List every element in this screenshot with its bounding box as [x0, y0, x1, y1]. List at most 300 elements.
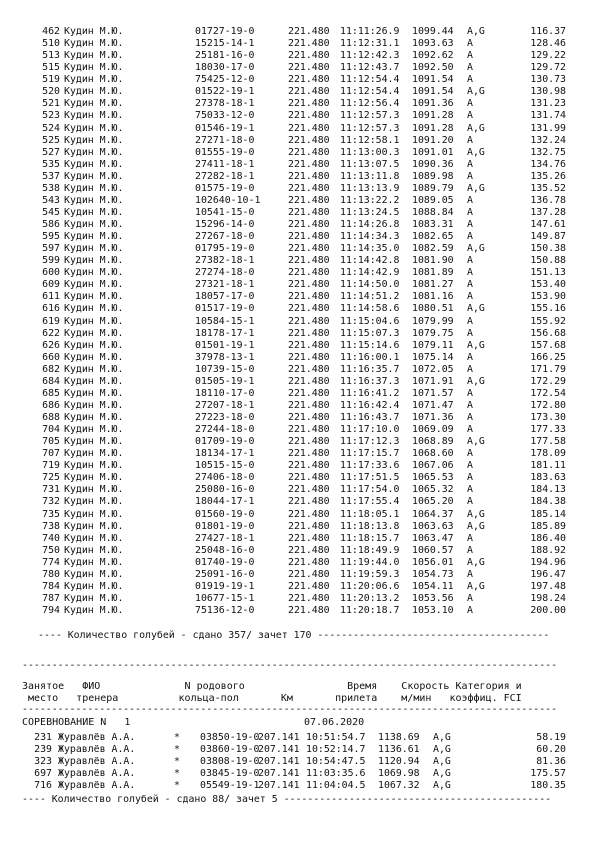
table-row: [0, 303, 600, 315]
cell-km: 221.480: [288, 158, 330, 170]
cell-speed: 1091.01: [412, 146, 454, 158]
cell-mark: A,G: [433, 744, 451, 756]
cell-km: 221.480: [288, 26, 330, 37]
cell-place: 735: [42, 508, 60, 520]
cell-speed: 1054.73: [412, 568, 454, 580]
cell-time: 11:14:58.6: [340, 303, 400, 315]
cell-time: 11:13:07.5: [340, 158, 400, 170]
cell-time: 11:17:51.5: [340, 472, 400, 484]
cell-km: 221.480: [288, 484, 330, 496]
cell-speed: 1082.65: [412, 231, 454, 243]
cell-speed: 1067.06: [412, 460, 454, 472]
cell-place: 513: [42, 50, 60, 62]
cell-mark: A: [467, 279, 473, 291]
cell-name: Кудин М.Ю.: [64, 74, 124, 86]
cell-time: 11:14:42.9: [340, 267, 400, 279]
cell-coef: 185.89: [530, 520, 566, 532]
cell-place: 716: [34, 780, 52, 792]
cell-time: 11:16:42.4: [340, 399, 400, 411]
cell-coef: 166.25: [530, 351, 566, 363]
cell-name: Кудин М.Ю.: [64, 110, 124, 122]
cell-speed: 1081.16: [412, 291, 454, 303]
cell-coef: 185.14: [530, 508, 566, 520]
table-row: [0, 171, 600, 183]
cell-time: 11:11:26.9: [340, 26, 400, 37]
cell-name: Кудин М.Ю.: [64, 158, 124, 170]
cell-mark: A: [467, 267, 473, 279]
cell-ring: 75033-12-0: [195, 110, 255, 122]
cell-coef: 172.54: [530, 387, 566, 399]
cell-mark: A: [467, 544, 473, 556]
table-row: [0, 123, 600, 135]
cell-speed: 1091.20: [412, 134, 454, 146]
cell-time: 11:15:07.3: [340, 327, 400, 339]
cell-place: 616: [42, 303, 60, 315]
table-row: [0, 436, 600, 448]
cell-place: 626: [42, 339, 60, 351]
cell-mark: A: [467, 194, 473, 206]
cell-coef: 171.79: [530, 363, 566, 375]
cell-mark: A: [467, 62, 473, 74]
cell-time: 11:17:15.7: [340, 448, 400, 460]
cell-place: 787: [42, 592, 60, 604]
cell-coef: 137.28: [530, 206, 566, 218]
cell-star: *: [174, 780, 180, 792]
cell-mark: A,G: [467, 339, 485, 351]
cell-time: 11:12:42.3: [340, 50, 400, 62]
cell-mark: A: [467, 472, 473, 484]
cell-km: 221.480: [288, 520, 330, 532]
table-row: [0, 147, 600, 159]
cell-speed: 1072.05: [412, 363, 454, 375]
cell-mark: A: [467, 532, 473, 544]
cell-ring: 27223-18-0: [195, 412, 255, 423]
cell-place: 622: [42, 327, 60, 339]
cell-name: Кудин М.Ю.: [64, 303, 124, 315]
results-table-kudin: [0, 26, 600, 617]
cell-place: 611: [42, 291, 60, 303]
cell-time: 11:14:51.2: [340, 291, 400, 303]
cell-time: 11:14:34.3: [340, 231, 400, 243]
cell-time: 11:18:13.8: [340, 520, 400, 532]
cell-mark: A: [467, 568, 473, 580]
cell-coef: 183.63: [530, 472, 566, 484]
cell-coef: 132.24: [530, 134, 566, 146]
cell-ring: 01560-19-0: [195, 508, 255, 520]
cell-km: 221.480: [288, 86, 330, 98]
cell-coef: 181.11: [530, 460, 566, 472]
cell-ring: 27427-18-1: [195, 532, 255, 544]
cell-place: 704: [42, 424, 60, 436]
table-row: [0, 219, 600, 231]
cell-speed: 1081.90: [412, 255, 454, 267]
table-row: [0, 38, 600, 50]
cell-name: Кудин М.Ю.: [64, 592, 124, 604]
cell-mark: A,G: [467, 182, 485, 194]
cell-name: Кудин М.Ю.: [64, 568, 124, 580]
cell-km: 221.480: [288, 291, 330, 303]
cell-ring: 01709-19-0: [195, 436, 255, 448]
cell-km: 221.480: [288, 339, 330, 351]
cell-km: 221.480: [288, 448, 330, 460]
cell-mark: A: [467, 484, 473, 496]
cell-place: 527: [42, 146, 60, 158]
cell-time: 11:16:37.3: [340, 375, 400, 387]
cell-speed: 1136.61: [378, 744, 420, 756]
cell-speed: 1099.44: [412, 26, 454, 37]
cell-place: 725: [42, 472, 60, 484]
cell-mark: A: [467, 327, 473, 339]
cell-name: Кудин М.Ю.: [64, 532, 124, 544]
cell-coef: 129.72: [530, 62, 566, 74]
cell-speed: 1091.36: [412, 98, 454, 110]
cell-time: 11:16:00.1: [340, 351, 400, 363]
table-row: [0, 581, 600, 593]
cell-speed: 1079.11: [412, 339, 454, 351]
cell-place: 685: [42, 387, 60, 399]
cell-time: 11:12:57.3: [340, 122, 400, 134]
cell-ring: 03808-19-0: [200, 756, 260, 768]
cell-mark: A: [467, 412, 473, 423]
table-row: [0, 135, 600, 147]
cell-speed: 1054.11: [412, 580, 454, 592]
cell-time: 11:17:55.4: [340, 496, 400, 508]
cell-place: 774: [42, 556, 60, 568]
cell-speed: 1081.89: [412, 267, 454, 279]
cell-place: 738: [42, 520, 60, 532]
cell-speed: 1063.63: [412, 520, 454, 532]
cell-km: 207.141: [258, 780, 300, 792]
cell-time: 11:19:44.0: [340, 556, 400, 568]
cell-speed: 1089.05: [412, 194, 454, 206]
cell-time: 11:14:50.0: [340, 279, 400, 291]
cell-mark: A: [467, 158, 473, 170]
cell-km: 207.141: [258, 744, 300, 756]
cell-name: Кудин М.Ю.: [64, 520, 124, 532]
cell-speed: 1081.27: [412, 279, 454, 291]
cell-place: 705: [42, 436, 60, 448]
cell-ring: 03850-19-0: [200, 732, 260, 743]
cell-mark: A: [467, 592, 473, 604]
cell-ring: 01546-19-1: [195, 122, 255, 134]
cell-speed: 1079.75: [412, 327, 454, 339]
cell-coef: 184.38: [530, 496, 566, 508]
cell-time: 11:19:59.3: [340, 568, 400, 580]
cell-km: 221.480: [288, 279, 330, 291]
cell-km: 221.480: [288, 303, 330, 315]
cell-ring: 27378-18-1: [195, 98, 255, 110]
cell-name: Кудин М.Ю.: [64, 206, 124, 218]
cell-place: 597: [42, 243, 60, 255]
cell-name: Кудин М.Ю.: [64, 327, 124, 339]
cell-speed: 1093.63: [412, 38, 454, 50]
column-header-line-1: Занятое ФИО N родового Время Скорость Категория и: [22, 681, 522, 692]
cell-place: 524: [42, 122, 60, 134]
cell-ring: 27274-18-0: [195, 267, 255, 279]
table-row: [0, 86, 600, 98]
cell-mark: A: [467, 38, 473, 50]
cell-coef: 196.47: [530, 568, 566, 580]
table-row: [0, 267, 600, 279]
table-row: [0, 388, 600, 400]
cell-speed: 1063.47: [412, 532, 454, 544]
cell-place: 707: [42, 448, 60, 460]
cell-mark: A: [467, 219, 473, 230]
cell-coef: 184.13: [530, 484, 566, 496]
cell-name: Кудин М.Ю.: [64, 436, 124, 448]
summary-line-kudin: ---- Количество голубей - сдано 357/ зачет 170 ---------------------------------------: [38, 630, 550, 641]
cell-speed: 1089.98: [412, 170, 454, 182]
cell-speed: 1091.28: [412, 122, 454, 134]
cell-name: Кудин М.Ю.: [64, 62, 124, 74]
cell-km: 221.480: [288, 219, 330, 230]
cell-ring: 37978-13-1: [195, 351, 255, 363]
cell-place: 462: [42, 26, 60, 37]
cell-speed: 1065.53: [412, 472, 454, 484]
cell-ring: 01555-19-0: [195, 146, 255, 158]
cell-mark: A,G: [467, 303, 485, 315]
cell-km: 221.480: [288, 98, 330, 110]
cell-speed: 1071.57: [412, 387, 454, 399]
table-row: [0, 569, 600, 581]
cell-speed: 1092.62: [412, 50, 454, 62]
cell-km: 221.480: [288, 38, 330, 50]
cell-speed: 1065.32: [412, 484, 454, 496]
cell-speed: 1064.37: [412, 508, 454, 520]
cell-place: 586: [42, 219, 60, 230]
table-row: [0, 424, 600, 436]
cell-mark: A: [467, 424, 473, 436]
cell-place: 731: [42, 484, 60, 496]
cell-place: 780: [42, 568, 60, 580]
cell-name: Кудин М.Ю.: [64, 484, 124, 496]
cell-place: 697: [34, 768, 52, 780]
cell-time: 11:20:06.6: [340, 580, 400, 592]
cell-name: Кудин М.Ю.: [64, 363, 124, 375]
cell-star: *: [174, 768, 180, 780]
cell-ring: 18057-17-0: [195, 291, 255, 303]
cell-km: 221.480: [288, 194, 330, 206]
cell-name: Кудин М.Ю.: [64, 243, 124, 255]
cell-km: 221.480: [288, 363, 330, 375]
cell-name: Кудин М.Ю.: [64, 26, 124, 37]
cell-ring: 27271-18-0: [195, 134, 255, 146]
cell-name: Кудин М.Ю.: [64, 170, 124, 182]
cell-time: 11:14:35.0: [340, 243, 400, 255]
cell-ring: 01740-19-0: [195, 556, 255, 568]
summary-line-zhuravlev: ---- Количество голубей - сдано 88/ зачет 5 ---------------------------------------------: [22, 794, 552, 805]
cell-place: 682: [42, 363, 60, 375]
cell-ring: 01505-19-1: [195, 375, 255, 387]
cell-coef: 155.92: [530, 315, 566, 327]
cell-ring: 27267-18-0: [195, 231, 255, 243]
cell-km: 221.480: [288, 556, 330, 568]
cell-speed: 1075.14: [412, 351, 454, 363]
column-header-line-2: место тренера кольца-пол Км прилета м/мин коэффиц. FCI: [22, 693, 522, 704]
cell-speed: 1079.99: [412, 315, 454, 327]
cell-mark: A,G: [467, 580, 485, 592]
cell-name: Кудин М.Ю.: [64, 544, 124, 556]
table-row: [0, 50, 600, 62]
table-row: [0, 744, 600, 756]
cell-coef: 172.80: [530, 399, 566, 411]
table-row: [0, 316, 600, 328]
cell-speed: 1138.69: [378, 732, 420, 743]
cell-ring: 10584-15-1: [195, 315, 255, 327]
cell-name: Кудин М.Ю.: [64, 134, 124, 146]
cell-name: Кудин М.Ю.: [64, 86, 124, 98]
cell-km: 221.480: [288, 496, 330, 508]
cell-mark: A,G: [467, 375, 485, 387]
cell-mark: A,G: [467, 122, 485, 134]
cell-coef: 186.40: [530, 532, 566, 544]
cell-place: 784: [42, 580, 60, 592]
cell-km: 221.480: [288, 255, 330, 267]
results-table-zhuravlev: [0, 732, 600, 792]
cell-place: 510: [42, 38, 60, 50]
cell-km: 221.480: [288, 436, 330, 448]
cell-name: Кудин М.Ю.: [64, 291, 124, 303]
cell-time: 11:14:26.8: [340, 219, 400, 230]
cell-km: 221.480: [288, 508, 330, 520]
cell-km: 221.480: [288, 375, 330, 387]
cell-km: 221.480: [288, 568, 330, 580]
cell-speed: 1053.10: [412, 605, 454, 616]
cell-ring: 01522-19-1: [195, 86, 255, 98]
table-row: [0, 780, 600, 792]
cell-km: 221.480: [288, 387, 330, 399]
competition-title: СОРЕВНОВАНИЕ N 1: [22, 717, 131, 728]
cell-coef: 149.87: [530, 231, 566, 243]
table-row: [0, 26, 600, 38]
cell-place: 619: [42, 315, 60, 327]
cell-ring: 01801-19-0: [195, 520, 255, 532]
cell-coef: 134.76: [530, 158, 566, 170]
cell-ring: 18044-17-1: [195, 496, 255, 508]
cell-speed: 1091.54: [412, 86, 454, 98]
table-row: [0, 400, 600, 412]
table-row: [0, 484, 600, 496]
cell-km: 221.480: [288, 544, 330, 556]
cell-place: 719: [42, 460, 60, 472]
cell-km: 221.480: [288, 412, 330, 423]
cell-speed: 1089.79: [412, 182, 454, 194]
cell-km: 221.480: [288, 351, 330, 363]
cell-mark: A: [467, 448, 473, 460]
cell-time: 11:20:13.2: [340, 592, 400, 604]
cell-coef: 116.37: [530, 26, 566, 37]
cell-place: 750: [42, 544, 60, 556]
cell-place: 515: [42, 62, 60, 74]
cell-km: 221.480: [288, 243, 330, 255]
cell-mark: A: [467, 170, 473, 182]
cell-place: 740: [42, 532, 60, 544]
cell-name: Кудин М.Ю.: [64, 279, 124, 291]
cell-time: 11:17:12.3: [340, 436, 400, 448]
cell-name: Кудин М.Ю.: [64, 448, 124, 460]
cell-name: Кудин М.Ю.: [64, 231, 124, 243]
cell-name: Кудин М.Ю.: [64, 375, 124, 387]
cell-km: 221.480: [288, 592, 330, 604]
cell-ring: 01727-19-0: [195, 26, 255, 37]
cell-km: 221.480: [288, 231, 330, 243]
cell-star: *: [174, 744, 180, 756]
cell-speed: 1065.20: [412, 496, 454, 508]
cell-ring: 25080-16-0: [195, 484, 255, 496]
table-row: [0, 110, 600, 122]
cell-name: Кудин М.Ю.: [64, 339, 124, 351]
cell-time: 11:12:57.3: [340, 110, 400, 122]
cell-ring: 27406-18-0: [195, 472, 255, 484]
cell-time: 11:15:04.6: [340, 315, 400, 327]
cell-km: 221.480: [288, 146, 330, 158]
cell-time: 11:17:33.6: [340, 460, 400, 472]
cell-mark: A,G: [467, 436, 485, 448]
cell-time: 11:12:56.4: [340, 98, 400, 110]
cell-km: 221.480: [288, 170, 330, 182]
cell-km: 207.141: [258, 756, 300, 768]
cell-ring: 75425-12-0: [195, 74, 255, 86]
cell-mark: A,G: [467, 556, 485, 568]
cell-name: Кудин М.Ю.: [64, 387, 124, 399]
cell-speed: 1056.01: [412, 556, 454, 568]
cell-name: Кудин М.Ю.: [64, 460, 124, 472]
cell-ring: 27244-18-0: [195, 424, 255, 436]
cell-ring: 27282-18-1: [195, 170, 255, 182]
cell-mark: A,G: [467, 26, 485, 37]
cell-coef: 129.22: [530, 50, 566, 62]
cell-coef: 178.09: [530, 448, 566, 460]
cell-time: 11:18:05.1: [340, 508, 400, 520]
cell-time: 11:12:54.4: [340, 74, 400, 86]
competition-date: 07.06.2020: [304, 717, 365, 728]
cell-speed: 1090.36: [412, 158, 454, 170]
cell-time: 11:03:35.6: [306, 768, 366, 780]
table-row: [0, 472, 600, 484]
cell-mark: A: [467, 50, 473, 62]
cell-name: Журавлёв А.А.: [58, 768, 136, 780]
cell-mark: A: [467, 363, 473, 375]
cell-name: Кудин М.Ю.: [64, 412, 124, 423]
cell-coef: 130.73: [530, 74, 566, 86]
cell-km: 221.480: [288, 122, 330, 134]
cell-ring: 102640-10-1: [195, 194, 261, 206]
cell-speed: 1069.09: [412, 424, 454, 436]
cell-time: 11:13:00.3: [340, 146, 400, 158]
cell-coef: 180.35: [530, 780, 566, 792]
cell-time: 11:12:31.1: [340, 38, 400, 50]
cell-km: 221.480: [288, 50, 330, 62]
cell-place: 599: [42, 255, 60, 267]
cell-name: Кудин М.Ю.: [64, 556, 124, 568]
cell-time: 11:18:49.9: [340, 544, 400, 556]
cell-place: 523: [42, 110, 60, 122]
cell-coef: 60.20: [536, 744, 566, 756]
cell-time: 11:12:54.4: [340, 86, 400, 98]
cell-ring: 01501-19-1: [195, 339, 255, 351]
cell-place: 660: [42, 351, 60, 363]
cell-time: 11:12:43.7: [340, 62, 400, 74]
cell-km: 221.480: [288, 472, 330, 484]
table-row: [0, 207, 600, 219]
cell-ring: 10515-15-0: [195, 460, 255, 472]
table-row: [0, 521, 600, 533]
cell-speed: 1082.59: [412, 243, 454, 255]
cell-place: 543: [42, 194, 60, 206]
cell-star: *: [174, 756, 180, 768]
cell-ring: 05549-19-1: [200, 780, 260, 792]
cell-name: Кудин М.Ю.: [64, 50, 124, 62]
